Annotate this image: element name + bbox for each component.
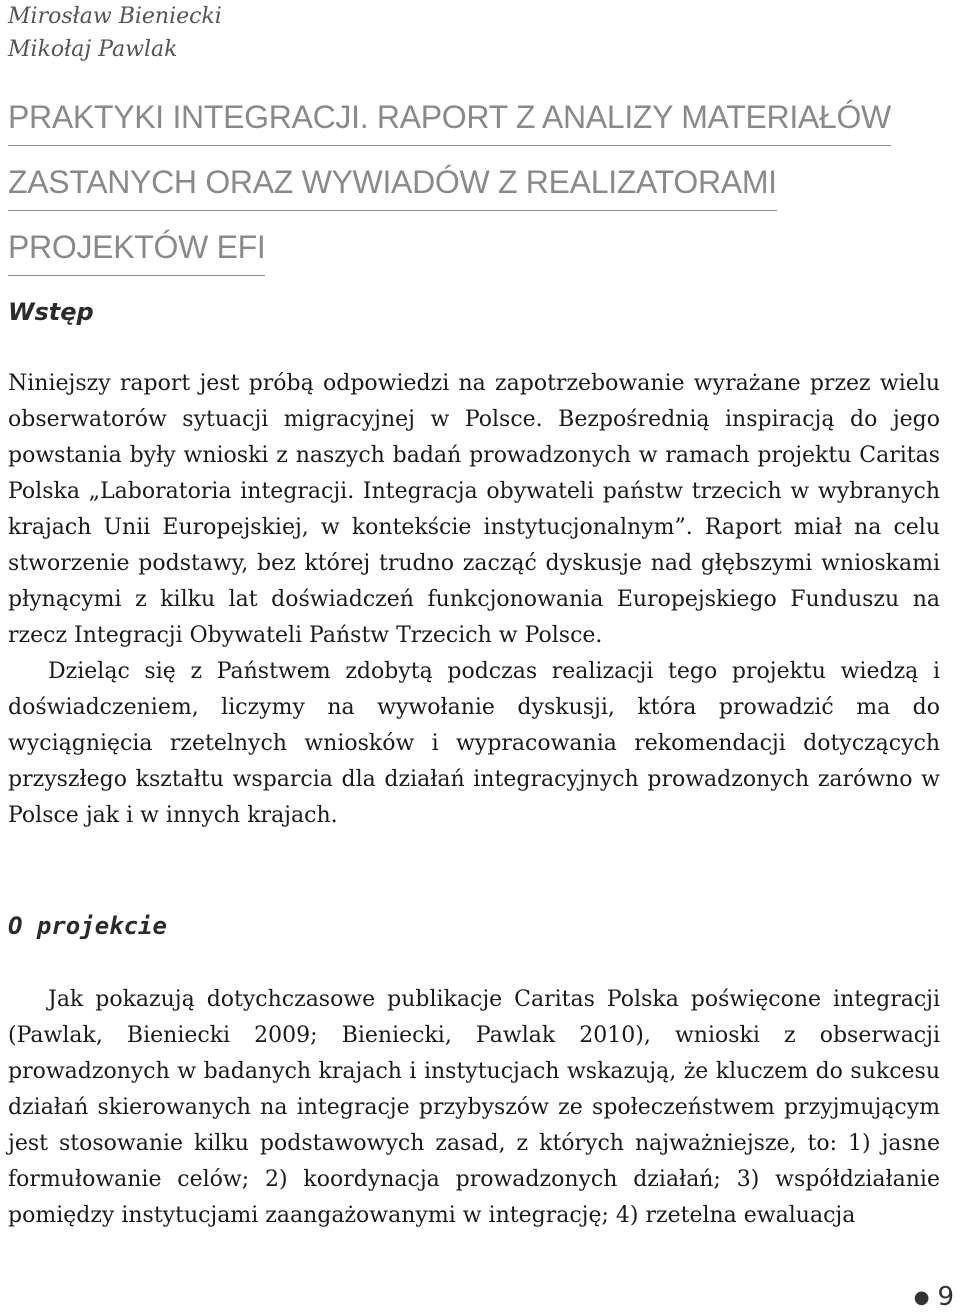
report-title bbox=[8, 97, 891, 292]
title-line: PRAKTYKI INTEGRACJI. RAPORT Z ANALIZY MATERIAŁÓW bbox=[8, 97, 891, 146]
title-line: ZASTANYCH ORAZ WYWIADÓW Z REALIZATORAMI bbox=[8, 162, 777, 211]
page-number bbox=[914, 1282, 954, 1312]
paragraph: Dzieląc się z Państwem zdobytą podczas realizacji tego projektu wiedzą i doświadczeniem, liczymy na wywołanie dyskusji, która prowadzić ma do wyciągnięcia rzetelnych wniosków i wypracowania rekomendacji dotyczących przyszłego kształtu wsparcia dla działań integracyjnych prowadzonych zarówno w Polsce jak i w innych krajach. bbox=[8, 659, 940, 828]
page-number-value: 9 bbox=[937, 1282, 954, 1312]
author-block bbox=[8, 0, 222, 66]
section-body-o-projekcie bbox=[8, 982, 940, 1234]
title-line: PROJEKTÓW EFI bbox=[8, 227, 265, 276]
paragraph: Jak pokazują dotychczasowe publikacje Caritas Polska poświęcone integracji (Pawlak, Bieniecki 2009; Bieniecki, Pawlak 2010), wnioski z obserwacji prowadzonych w badanych krajach i instytucjach wskazują, że kluczem do sukcesu działań skierowanych na integracje przybyszów ze społeczeństwem przyjmującym jest stosowanie kilku podstawowych zasad, z których najważniejsze, to: 1) jasne formułowanie celów; 2) koordynacja prowadzonych działań; 3) współdziałanie pomiędzy instytucjami zaangażowanymi w integrację; 4) rzetelna ewaluacja bbox=[8, 987, 940, 1228]
section-heading-o-projekcie: O projekcie bbox=[8, 912, 167, 940]
author-name: Mirosław Bieniecki bbox=[8, 4, 222, 29]
section-heading-wstep: Wstęp bbox=[8, 298, 94, 326]
author-name: Mikołaj Pawlak bbox=[8, 37, 178, 62]
bullet-dot-icon: ● bbox=[913, 1287, 930, 1308]
paragraph: Niniejszy raport jest próbą odpowiedzi na zapotrzebowanie wyrażane przez wielu obserwatorów sytuacji migracyjnej w Polsce. Bezpośrednią inspiracją do jego powstania były wnioski z naszych badań prowadzonych w ramach projektu Caritas Polska „Laboratoria integracji. Integracja obywateli państw trzecich w wybranych krajach Unii Europejskiej, w kontekście instytucjonalnym”. Raport miał na celu stworzenie podstawy, bez której trudno zacząć dyskusje nad głębszymi wnioskami płynącymi z kilku lat doświadczeń funkcjonowania Europejskiego Funduszu na rzecz Integracji Obywateli Państw Trzecich w Polsce. bbox=[8, 371, 940, 648]
section-body-wstep bbox=[8, 366, 940, 834]
